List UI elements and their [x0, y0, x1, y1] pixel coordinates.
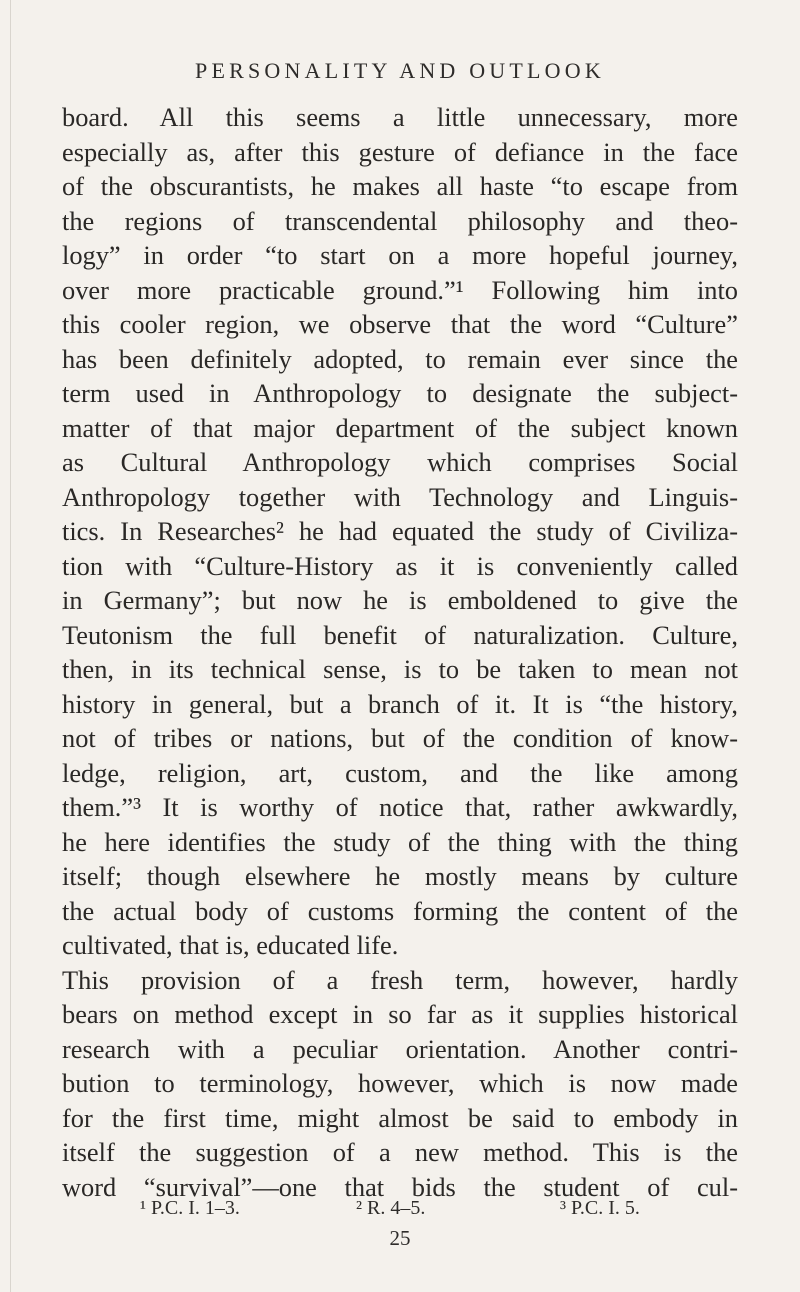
text-line: term used in Anthropology to designate the subject- — [62, 378, 738, 408]
text-line: then, in its technical sense, is to be taken to mean not — [62, 654, 738, 684]
paragraph-end-line: cultivated, that is, educated life. — [62, 930, 399, 960]
text-line: logy” in order “to start on a more hopeful journey, — [62, 240, 738, 270]
running-head: PERSONALITY AND OUTLOOK — [195, 58, 605, 83]
text-line: this cooler region, we observe that the word “Culture” — [62, 309, 738, 339]
footnote-2: ² R. 4–5. — [356, 1197, 426, 1219]
page-edge — [10, 0, 11, 1292]
text-line: tion with “Culture-History as it is conveniently called — [62, 550, 738, 581]
body-text — [62, 100, 738, 1204]
footnote-3: ³ P.C. I. 5. — [560, 1197, 640, 1219]
text-line: the regions of transcendental philosophy and theo- — [62, 205, 738, 236]
text-line: itself; though elsewhere he mostly means by culture — [62, 861, 738, 891]
text-line: not of tribes or nations, but of the condition of know- — [62, 723, 738, 753]
paragraph-start-line: This provision of a fresh term, however, hardly — [62, 964, 738, 995]
text-line: ledge, religion, art, custom, and the like among — [62, 757, 738, 788]
text-line: bution to terminology, however, which is now made — [62, 1068, 738, 1098]
text-line: the actual body of customs forming the content of the — [62, 895, 738, 926]
text-line: tics. In Researches² he had equated the study of Civiliza- — [62, 516, 738, 546]
text-line: as Cultural Anthropology which comprises Social — [62, 447, 738, 477]
footnotes — [0, 1197, 800, 1227]
text-line: history in general, but a branch of it. It is “the history, — [62, 688, 738, 719]
text-line: has been definitely adopted, to remain ever since the — [62, 343, 738, 374]
text-line: board. All this seems a little unnecessary, more — [62, 102, 738, 132]
footnote-1: ¹ P.C. I. 1–3. — [140, 1197, 240, 1219]
text-line: over more practicable ground.”¹ Following him into — [62, 274, 738, 305]
text-line: for the first time, might almost be said to embody in — [62, 1102, 738, 1133]
text-line: them.”³ It is worthy of notice that, rather awkwardly, — [62, 792, 738, 822]
text-line: of the obscurantists, he makes all haste “to escape from — [62, 171, 738, 201]
text-line: bears on method except in so far as it supplies historical — [62, 999, 738, 1029]
text-line: in Germany”; but now he is emboldened to give the — [62, 585, 738, 615]
text-line: especially as, after this gesture of defiance in the face — [62, 136, 738, 167]
text-line: research with a peculiar orientation. Another contri- — [62, 1033, 738, 1064]
text-line: he here identifies the study of the thing with the thing — [62, 826, 738, 857]
text-line: itself the suggestion of a new method. This is the — [62, 1137, 738, 1167]
text-line: word “survival”—one that bids the student of cul- — [62, 1171, 738, 1202]
text-line: matter of that major department of the subject known — [62, 412, 738, 443]
text-line: Anthropology together with Technology and Linguis- — [62, 481, 738, 512]
text-line: Teutonism the full benefit of naturalization. Culture, — [62, 619, 738, 650]
page-number: 25 — [389, 1226, 411, 1250]
